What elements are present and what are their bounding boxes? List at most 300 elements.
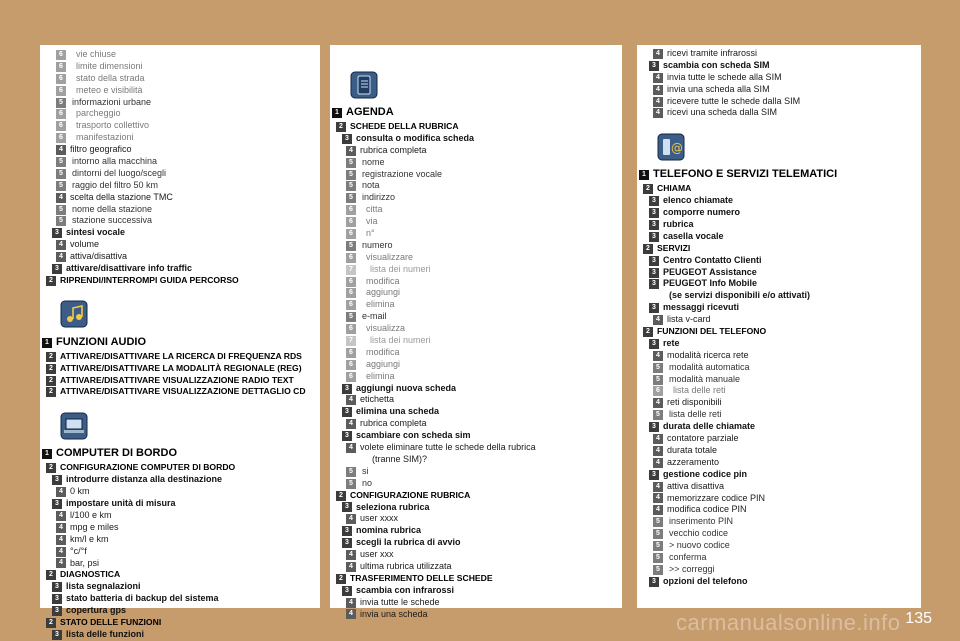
menu-item-label: >> correggi bbox=[669, 563, 715, 574]
menu-item-label: DIAGNOSTICA bbox=[60, 569, 121, 580]
menu-item bbox=[637, 72, 921, 84]
menu-item bbox=[637, 107, 921, 119]
menu-item bbox=[637, 540, 921, 552]
level-badge: 3 bbox=[649, 232, 659, 242]
menu-item bbox=[637, 231, 921, 243]
menu-item-label: messaggi ricevuti bbox=[663, 302, 740, 313]
menu-item bbox=[637, 60, 921, 72]
level-badge: 4 bbox=[346, 419, 356, 429]
level-badge: 3 bbox=[649, 61, 659, 71]
menu-item-label: numero bbox=[362, 239, 393, 250]
menu-item-label: user xxxx bbox=[360, 513, 399, 524]
menu-item-label: FUNZIONI DEL TELEFONO bbox=[657, 326, 767, 337]
menu-item bbox=[330, 394, 622, 406]
level-badge: 3 bbox=[342, 538, 352, 548]
menu-item bbox=[637, 48, 921, 60]
menu-item bbox=[637, 481, 921, 493]
laptop-icon bbox=[60, 412, 88, 445]
level-badge: 5 bbox=[56, 157, 66, 167]
menu-item bbox=[40, 168, 320, 180]
menu-item bbox=[637, 469, 921, 481]
level-badge: 2 bbox=[643, 327, 653, 337]
menu-item-label: visualizza bbox=[366, 323, 406, 334]
menu-item bbox=[330, 228, 622, 240]
menu-item-label: > nuovo codice bbox=[669, 540, 730, 551]
menu-item-label: ATTIVARE/DISATTIVARE LA MODALITÀ REGIONALE (REG) bbox=[60, 362, 302, 373]
menu-item bbox=[637, 167, 921, 183]
menu-item-label: user xxx bbox=[360, 549, 394, 560]
level-badge: 3 bbox=[52, 264, 62, 274]
menu-item-label: lista v-card bbox=[667, 314, 711, 325]
level-badge: 3 bbox=[649, 279, 659, 289]
menu-item bbox=[637, 516, 921, 528]
menu-item-label: casella vocale bbox=[663, 230, 724, 241]
menu-item-label: lista segnalazioni bbox=[66, 581, 141, 592]
menu-item-label: nome della stazione bbox=[72, 203, 153, 214]
menu-item-label: ATTIVARE/DISATTIVARE VISUALIZZAZIONE RADIO TEXT bbox=[60, 374, 294, 385]
menu-item-label: stato batteria di backup del sistema bbox=[66, 593, 219, 604]
menu-item-label: lista dei numeri bbox=[370, 263, 431, 274]
menu-item bbox=[40, 351, 320, 363]
level-badge: 5 bbox=[653, 541, 663, 551]
menu-item bbox=[40, 534, 320, 546]
menu-item bbox=[330, 537, 622, 549]
level-badge: 5 bbox=[346, 241, 356, 251]
menu-item bbox=[330, 466, 622, 478]
menu-item bbox=[637, 195, 921, 207]
level-badge: 3 bbox=[342, 384, 352, 394]
menu-item bbox=[330, 442, 622, 454]
menu-item bbox=[330, 204, 622, 216]
menu-item-label: n° bbox=[366, 228, 375, 239]
level-badge: 5 bbox=[56, 216, 66, 226]
level-badge: 2 bbox=[46, 570, 56, 580]
level-badge: 2 bbox=[46, 387, 56, 397]
menu-item bbox=[637, 552, 921, 564]
level-badge: 5 bbox=[346, 467, 356, 477]
menu-item bbox=[637, 564, 921, 576]
menu-tree-left bbox=[40, 49, 320, 641]
menu-item bbox=[40, 386, 320, 398]
menu-item bbox=[40, 522, 320, 534]
menu-item-label: scambia con scheda SIM bbox=[663, 59, 770, 70]
menu-item-label: TELEFONO E SERVIZI TELEMATICI bbox=[653, 168, 838, 181]
menu-item bbox=[40, 132, 320, 144]
menu-item bbox=[330, 252, 622, 264]
menu-item bbox=[637, 433, 921, 445]
menu-item-label: reti disponibili bbox=[667, 397, 722, 408]
menu-item-label: trasporto collettivo bbox=[76, 120, 150, 131]
menu-item-label: ricevi una scheda dalla SIM bbox=[667, 107, 778, 118]
menu-item-label: attivare/disattivare info traffic bbox=[66, 263, 193, 274]
menu-item bbox=[330, 406, 622, 418]
menu-item-label: opzioni del telefono bbox=[663, 575, 748, 586]
level-badge: 4 bbox=[56, 252, 66, 262]
menu-item-label: (tranne SIM)? bbox=[372, 453, 428, 464]
menu-item-label: conferma bbox=[669, 551, 707, 562]
menu-item bbox=[330, 180, 622, 192]
menu-item bbox=[40, 375, 320, 387]
watermark: carmanualsonline.info bbox=[676, 610, 901, 635]
menu-item-label: CONFIGURAZIONE RUBRICA bbox=[350, 489, 471, 500]
menu-item bbox=[40, 108, 320, 120]
level-badge: 6 bbox=[56, 121, 66, 131]
menu-item-label: lista dei numeri bbox=[370, 335, 431, 346]
menu-item-label: dintorni del luogo/scegli bbox=[72, 167, 167, 178]
level-badge: 4 bbox=[346, 395, 356, 405]
level-badge: 5 bbox=[56, 98, 66, 108]
menu-item bbox=[40, 97, 320, 109]
menu-item-label: lista delle reti bbox=[669, 409, 722, 420]
menu-item-label: modalità manuale bbox=[669, 373, 741, 384]
menu-item-label: ATTIVARE/DISATTIVARE LA RICERCA DI FREQUENZA RDS bbox=[60, 350, 302, 361]
level-badge: 1 bbox=[42, 338, 52, 348]
menu-item-label: ricevere tutte le schede dalla SIM bbox=[667, 95, 801, 106]
level-badge: 6 bbox=[346, 360, 356, 370]
level-badge: 5 bbox=[653, 517, 663, 527]
level-badge: 3 bbox=[649, 256, 659, 266]
level-badge: 5 bbox=[346, 312, 356, 322]
menu-item bbox=[40, 61, 320, 73]
menu-item-label: km/l e km bbox=[70, 533, 109, 544]
address-book-icon bbox=[350, 71, 378, 104]
menu-item bbox=[637, 219, 921, 231]
menu-item bbox=[637, 421, 921, 433]
level-badge: 6 bbox=[346, 229, 356, 239]
menu-item-label: 0 km bbox=[70, 486, 90, 497]
section-icon-box bbox=[330, 71, 622, 103]
level-badge: 4 bbox=[653, 505, 663, 515]
menu-item-label: (se servizi disponibili e/o attivati) bbox=[669, 290, 811, 301]
level-badge: 3 bbox=[649, 196, 659, 206]
menu-item bbox=[330, 561, 622, 573]
menu-item-label: attiva/disattiva bbox=[70, 251, 128, 262]
level-badge: 3 bbox=[342, 502, 352, 512]
level-badge: 6 bbox=[346, 277, 356, 287]
menu-item bbox=[40, 546, 320, 558]
menu-item bbox=[40, 558, 320, 570]
menu-item-label: seleziona rubrica bbox=[356, 501, 430, 512]
menu-item-label: sintesi vocale bbox=[66, 227, 126, 238]
menu-item bbox=[330, 347, 622, 359]
level-badge: 1 bbox=[639, 170, 649, 180]
menu-item bbox=[637, 409, 921, 421]
menu-item bbox=[637, 374, 921, 386]
level-badge: 3 bbox=[342, 134, 352, 144]
menu-item-label: azzeramento bbox=[667, 456, 720, 467]
menu-item-label: aggiungi bbox=[366, 287, 401, 298]
menu-item-label: visualizzare bbox=[366, 251, 414, 262]
level-badge: 1 bbox=[332, 108, 342, 118]
level-badge: 3 bbox=[649, 303, 659, 313]
level-badge: 6 bbox=[653, 386, 663, 396]
level-badge: 4 bbox=[346, 598, 356, 608]
menu-item-label: durata delle chiamate bbox=[663, 421, 756, 432]
menu-item bbox=[330, 145, 622, 157]
level-badge: 4 bbox=[653, 108, 663, 118]
level-badge: 6 bbox=[346, 324, 356, 334]
menu-item bbox=[330, 513, 622, 525]
menu-item bbox=[40, 180, 320, 192]
level-badge: 4 bbox=[56, 240, 66, 250]
menu-item bbox=[40, 474, 320, 486]
menu-item-label: lista delle reti bbox=[673, 385, 726, 396]
level-badge: 4 bbox=[56, 511, 66, 521]
menu-item-label: scelta della stazione TMC bbox=[70, 191, 173, 202]
level-badge: 5 bbox=[346, 193, 356, 203]
menu-item-label: attiva disattiva bbox=[667, 480, 725, 491]
menu-item-label: si bbox=[362, 465, 369, 476]
menu-item-label: ricevi tramite infrarossi bbox=[667, 48, 758, 58]
menu-item-label: manifestazioni bbox=[76, 132, 134, 143]
level-badge: 6 bbox=[346, 288, 356, 298]
menu-item-label: intorno alla macchina bbox=[72, 156, 158, 167]
menu-item bbox=[40, 239, 320, 251]
level-badge: 4 bbox=[653, 49, 663, 59]
menu-item-label: aggiungi nuova scheda bbox=[356, 382, 457, 393]
level-badge: 3 bbox=[649, 220, 659, 230]
menu-item bbox=[330, 335, 622, 347]
level-badge: 2 bbox=[46, 463, 56, 473]
menu-item bbox=[330, 597, 622, 609]
menu-item-label: COMPUTER DI BORDO bbox=[56, 447, 177, 460]
menu-item bbox=[637, 445, 921, 457]
menu-item-label: modifica bbox=[366, 275, 400, 286]
level-badge: 3 bbox=[649, 422, 659, 432]
level-badge: 3 bbox=[342, 407, 352, 417]
level-badge: 4 bbox=[346, 609, 356, 619]
level-badge: 4 bbox=[56, 547, 66, 557]
menu-item-label: stazione successiva bbox=[72, 215, 153, 226]
menu-item-label: PEUGEOT Info Mobile bbox=[663, 278, 757, 289]
level-badge: 2 bbox=[46, 364, 56, 374]
menu-item bbox=[40, 617, 320, 629]
menu-item-label: citta bbox=[366, 204, 383, 215]
menu-item bbox=[330, 573, 622, 585]
menu-item bbox=[40, 462, 320, 474]
menu-item-label: etichetta bbox=[360, 394, 395, 405]
level-badge: 6 bbox=[346, 300, 356, 310]
menu-item-label: rubrica completa bbox=[360, 144, 427, 155]
level-badge: 5 bbox=[346, 181, 356, 191]
menu-item-label: durata totale bbox=[667, 444, 718, 455]
level-badge: 2 bbox=[336, 491, 346, 501]
menu-item bbox=[330, 418, 622, 430]
menu-item bbox=[40, 510, 320, 522]
menu-item bbox=[330, 121, 622, 133]
level-badge: 7 bbox=[346, 336, 356, 346]
menu-item bbox=[637, 457, 921, 469]
menu-item-label: elenco chiamate bbox=[663, 195, 734, 206]
level-badge: 6 bbox=[346, 253, 356, 263]
level-badge: 5 bbox=[56, 181, 66, 191]
level-badge: 5 bbox=[653, 565, 663, 575]
menu-item-label: elimina bbox=[366, 370, 395, 381]
menu-item-label: lista delle funzioni bbox=[66, 628, 145, 639]
menu-item-label: mpg e miles bbox=[70, 521, 119, 532]
level-badge: 5 bbox=[56, 205, 66, 215]
menu-item bbox=[330, 585, 622, 597]
level-badge: 2 bbox=[336, 574, 346, 584]
menu-item bbox=[40, 275, 320, 287]
menu-item bbox=[40, 363, 320, 375]
menu-item-label: memorizzare codice PIN bbox=[667, 492, 766, 503]
level-badge: 3 bbox=[52, 228, 62, 238]
column-left bbox=[40, 45, 320, 639]
menu-item bbox=[637, 207, 921, 219]
menu-item-label: elimina una scheda bbox=[356, 406, 440, 417]
menu-item-label: ultima rubrica utilizzata bbox=[360, 560, 452, 571]
menu-item bbox=[40, 73, 320, 85]
menu-item bbox=[40, 156, 320, 168]
menu-item-label: nomina rubrica bbox=[356, 525, 422, 536]
menu-item bbox=[40, 49, 320, 61]
level-badge: 2 bbox=[643, 184, 653, 194]
menu-item-label: inserimento PIN bbox=[669, 516, 734, 527]
menu-item-label: consulta o modifica scheda bbox=[356, 132, 475, 143]
menu-item-label: invia una scheda alla SIM bbox=[667, 83, 770, 94]
menu-item-label: modifica codice PIN bbox=[667, 504, 747, 515]
menu-item-label: Centro Contatto Clienti bbox=[663, 254, 762, 265]
menu-item-label: copertura gps bbox=[66, 605, 127, 616]
menu-item-label: no bbox=[362, 477, 373, 488]
music-notes-icon bbox=[60, 300, 88, 333]
menu-item bbox=[330, 430, 622, 442]
menu-item bbox=[40, 335, 320, 351]
menu-item bbox=[330, 157, 622, 169]
section-icon-box bbox=[40, 412, 320, 444]
menu-item-label: invia tutte le schede bbox=[360, 596, 440, 607]
menu-item bbox=[40, 446, 320, 462]
level-badge: 3 bbox=[52, 499, 62, 509]
level-badge: 7 bbox=[346, 265, 356, 275]
menu-item-label: °c/°f bbox=[70, 545, 87, 556]
level-badge: 4 bbox=[56, 145, 66, 155]
level-badge: 3 bbox=[52, 475, 62, 485]
menu-item bbox=[330, 240, 622, 252]
level-badge: 4 bbox=[653, 97, 663, 107]
menu-item-label: meteo e visibilità bbox=[76, 84, 143, 95]
menu-tree-middle bbox=[330, 57, 622, 620]
menu-item-label: bar, psi bbox=[70, 557, 100, 568]
level-badge: 6 bbox=[56, 133, 66, 143]
level-badge: 2 bbox=[46, 376, 56, 386]
menu-item bbox=[637, 493, 921, 505]
menu-item bbox=[330, 216, 622, 228]
menu-item bbox=[330, 299, 622, 311]
menu-item-label: modifica bbox=[366, 346, 400, 357]
menu-item-label: aggiungi bbox=[366, 358, 401, 369]
menu-item-label: scambia con infrarossi bbox=[356, 584, 455, 595]
menu-item bbox=[40, 204, 320, 216]
menu-item bbox=[40, 486, 320, 498]
level-badge: 5 bbox=[653, 410, 663, 420]
menu-item bbox=[330, 323, 622, 335]
level-badge: 4 bbox=[56, 487, 66, 497]
level-badge: 3 bbox=[52, 582, 62, 592]
level-badge: 3 bbox=[649, 470, 659, 480]
menu-item bbox=[637, 528, 921, 540]
menu-item bbox=[40, 215, 320, 227]
menu-item bbox=[637, 362, 921, 374]
level-badge: 4 bbox=[56, 193, 66, 203]
level-badge: 2 bbox=[643, 244, 653, 254]
column-right bbox=[637, 45, 921, 608]
menu-item bbox=[637, 183, 921, 195]
menu-item-label: modalità ricerca rete bbox=[667, 349, 749, 360]
column-middle bbox=[330, 45, 622, 619]
menu-item bbox=[637, 96, 921, 108]
level-badge: 5 bbox=[653, 529, 663, 539]
level-badge: 3 bbox=[52, 630, 62, 640]
menu-item bbox=[40, 629, 320, 641]
menu-item bbox=[637, 255, 921, 267]
level-badge: 4 bbox=[346, 562, 356, 572]
menu-item-label: scambiare con scheda sim bbox=[356, 430, 471, 441]
level-badge: 4 bbox=[653, 73, 663, 83]
level-badge: 4 bbox=[346, 443, 356, 453]
level-badge: 4 bbox=[653, 351, 663, 361]
menu-item-label: CONFIGURAZIONE COMPUTER DI BORDO bbox=[60, 462, 236, 473]
menu-item bbox=[637, 267, 921, 279]
level-badge: 2 bbox=[46, 618, 56, 628]
menu-item-label: vecchio codice bbox=[669, 528, 729, 539]
menu-item-label: scegli la rubrica di avvio bbox=[356, 537, 461, 548]
menu-item-label: indirizzo bbox=[362, 192, 396, 203]
level-badge: 6 bbox=[346, 348, 356, 358]
level-badge: 2 bbox=[46, 352, 56, 362]
menu-item-label: parcheggio bbox=[76, 108, 121, 119]
level-badge: 5 bbox=[346, 158, 356, 168]
level-badge: 3 bbox=[649, 577, 659, 587]
menu-item bbox=[330, 525, 622, 537]
level-badge: 4 bbox=[346, 550, 356, 560]
level-badge: 6 bbox=[56, 86, 66, 96]
menu-item bbox=[637, 278, 921, 290]
menu-item bbox=[40, 593, 320, 605]
menu-item bbox=[637, 576, 921, 588]
menu-item-label: nome bbox=[362, 156, 385, 167]
menu-item-label: raggio del filtro 50 km bbox=[72, 179, 159, 190]
level-badge: 5 bbox=[346, 479, 356, 489]
menu-item-label: limite dimensioni bbox=[76, 60, 143, 71]
menu-item-label: CHIAMA bbox=[657, 183, 692, 194]
menu-item bbox=[40, 85, 320, 97]
menu-item-label: rubrica bbox=[663, 219, 694, 230]
menu-item-label: volume bbox=[70, 239, 100, 250]
menu-item-label: stato della strada bbox=[76, 72, 145, 83]
menu-item bbox=[637, 290, 921, 302]
menu-item bbox=[330, 287, 622, 299]
menu-item bbox=[330, 371, 622, 383]
menu-item-label: elimina bbox=[366, 299, 395, 310]
menu-item-label: PEUGEOT Assistance bbox=[663, 266, 757, 277]
menu-item-label: nota bbox=[362, 180, 380, 191]
menu-item bbox=[330, 609, 622, 621]
menu-item bbox=[40, 569, 320, 581]
menu-item-label: e-mail bbox=[362, 311, 387, 322]
level-badge: 6 bbox=[346, 372, 356, 382]
level-badge: 1 bbox=[42, 449, 52, 459]
section-icon-box bbox=[40, 301, 320, 333]
menu-item-label: via bbox=[366, 216, 378, 227]
level-badge: 3 bbox=[52, 594, 62, 604]
level-badge: 5 bbox=[56, 169, 66, 179]
menu-item bbox=[330, 276, 622, 288]
menu-item bbox=[330, 502, 622, 514]
menu-item bbox=[637, 302, 921, 314]
menu-item-label: AGENDA bbox=[346, 106, 394, 119]
